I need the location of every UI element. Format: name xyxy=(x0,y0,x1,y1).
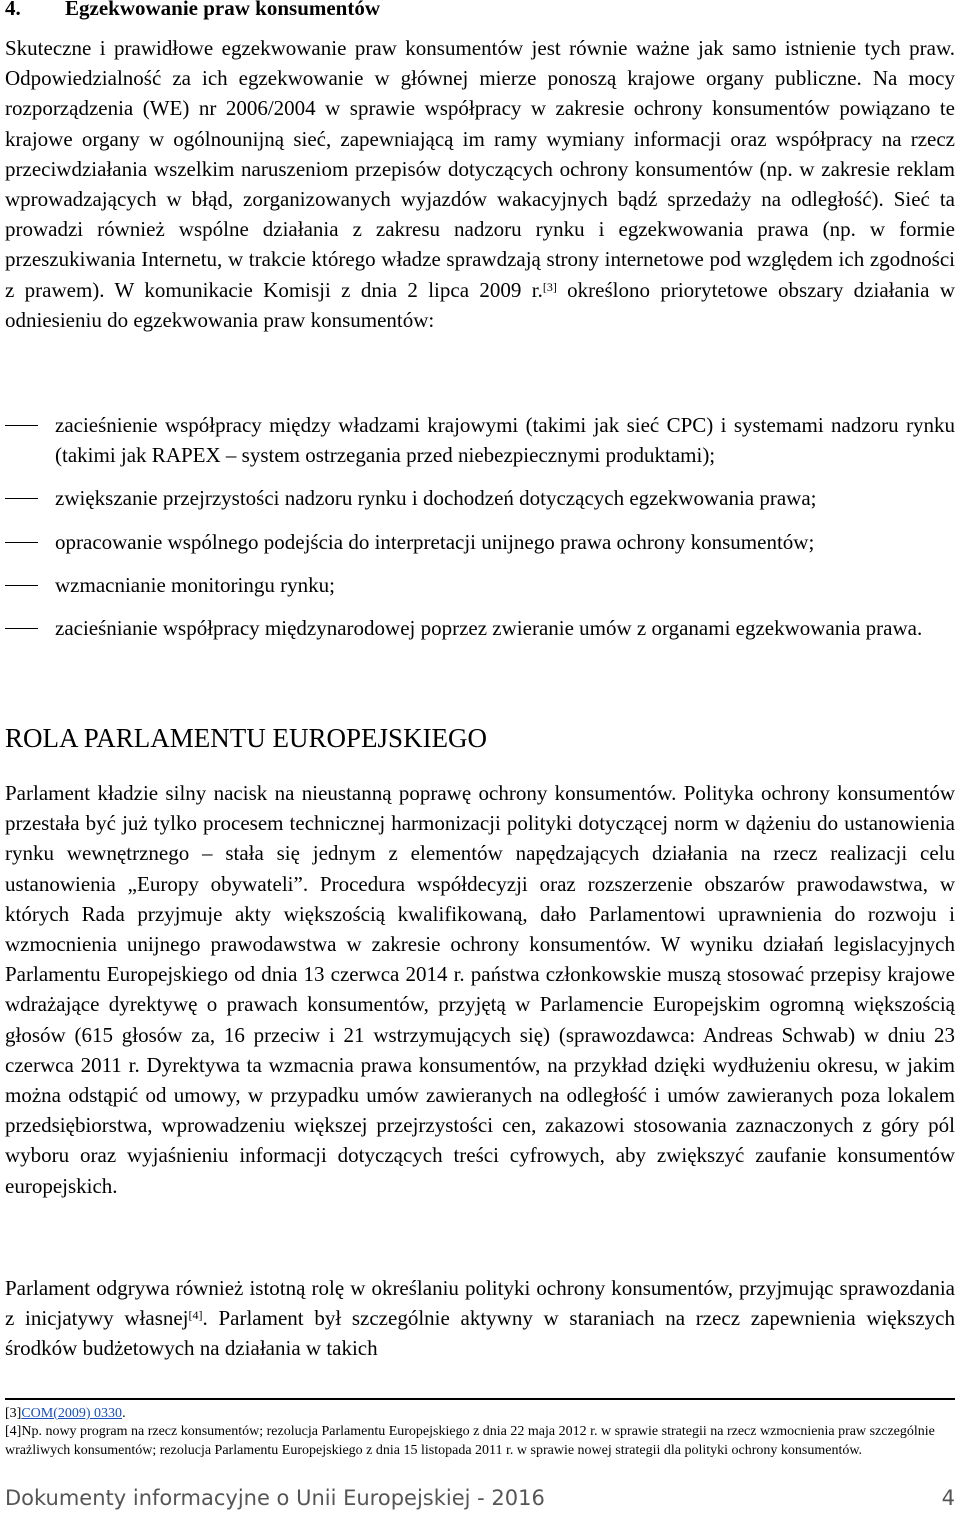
footnote-divider xyxy=(5,1398,955,1400)
paragraph-text: Parlament odgrywa również istotną rolę w określaniu polityki ochrony konsumentów, przyjmując sprawozdania z inicjatywy własnej xyxy=(5,1276,955,1331)
list-item-text: wzmacnianie monitoringu rynku; xyxy=(55,572,335,597)
page-footer xyxy=(5,1486,955,1516)
paragraph-enforcement xyxy=(5,33,955,335)
dash-bullet xyxy=(5,498,38,499)
section-number: 4. xyxy=(5,0,21,20)
paragraph-text-continued: . Parlament był szczególnie aktywny w staraniach na rzecz zapewnienia większych środków budżetowych na działania w takich xyxy=(5,1306,955,1361)
footnote-3 xyxy=(5,1405,955,1423)
footnote-link-com-2009-0330[interactable]: COM(2009) 0330 xyxy=(21,1406,123,1421)
list-item xyxy=(5,483,955,513)
paragraph-parliament-policy xyxy=(5,1273,955,1364)
list-item xyxy=(5,570,955,600)
page-number: 4 xyxy=(941,1486,955,1510)
footnotes xyxy=(5,1405,955,1460)
list-item-text: zacieśnianie współpracy międzynarodowej poprzez zwieranie umów z organami egzekwowania prawa. xyxy=(55,616,923,641)
footnote-marker: [3] xyxy=(5,1406,22,1421)
list-item xyxy=(5,613,955,643)
footnote-ref-3[interactable]: [3] xyxy=(542,279,557,294)
footnote-4 xyxy=(5,1423,955,1460)
paragraph-parliament-role: Parlament kładzie silny nacisk na nieustanną poprawę ochrony konsumentów. Polityka ochrony konsumentów przestała być już tylko procesem technicznej harmonizacji polityki dotyczącej norm w dążeniu do ustanowienia rynku wewnętrznego – stała się jednym z elementów napędzających działania na rzecz realizacji celu ustanowienia „Europy obywateli”. Procedura współdecyzji oraz rozszerzenie obszarów prawodawstwa, w których Rada przyjmuje akty większością kwalifikowaną, dało Parlamentowi uprawnienia do rozwoju i wzmocnienia unijnego prawodawstwa w zakresie ochrony konsumentów. W wyniku działań legislacyjnych Parlamentu Europejskiego od dnia 13 czerwca 2014 r. państwa członkowskie muszą stosować przepisy krajowe wdrażające dyrektywę o prawach konsumentów, przyjętą w Parlamencie Europejskim ogromną większością głosów (615 głosów za, 16 przeciw i 21 wstrzymujących się) (sprawozdawca: Andreas Schwab) w dniu 23 czerwca 2011 r. Dyrektywa ta wzmacnia prawa konsumentów, na przykład dzięki wydłużeniu okresu, w jakim można odstąpić od umowy, w przypadku umów zawieranych na odległość i umów zawieranych poza lokalem przedsiębiorstwa, wprowadzeniu większej przejrzystości cen, zakazowi stosowania zaznaczonych z góry pól wyboru oraz wyjaśnieniu informacji dotyczących treści cyfrowych, aby zwiększyć zaufanie konsumentów europejskich. xyxy=(5,781,955,1198)
footer-title: Dokumenty informacyjne o Unii Europejskiej - 2016 xyxy=(5,1486,545,1510)
footnote-text: Np. nowy program na rzecz konsumentów; rezolucja Parlamentu Europejskiego z dnia 22 maja 2012 r. w sprawie strategii na rzecz wzmocnienia praw szczególnie wrażliwych konsumentów; rezolucja Parlamentu Europejskiego z dnia 15 listopada 2011 r. w sprawie nowej strategii dla polityki ochrony konsumentów. xyxy=(5,1424,935,1458)
dash-bullet xyxy=(5,425,38,426)
list-item xyxy=(5,527,955,557)
dash-bullet xyxy=(5,628,38,629)
section-heading xyxy=(5,0,380,21)
footnote-marker: [4] xyxy=(5,1424,22,1440)
paragraph-text: Skuteczne i prawidłowe egzekwowanie praw konsumentów jest równie ważne jak samo istnienie tych praw. Odpowiedzialność za ich egzekwowanie w głównej mierze ponoszą krajowe organy publiczne. Na mocy rozporządzenia (WE) nr 2006/2004 w sprawie współpracy w zakresie ochrony konsumentów powiązano te krajowe organy w ogólnounijną sieć, zapewniającą im ramy wymiany informacji oraz współpracy na rzecz przeciwdziałania wszelkim naruszeniom przepisów dotyczących ochrony konsumentów (np. w zakresie reklam wprowadzających w błąd, zorganizowanych wyjazdów wakacyjnych bądź sprzedaży na odległość). Sieć ta prowadzi również wspólne działania z zakresu nadzoru rynku i egzekwowania prawa (np. w formie przeszukiwania Internetu, w trakcie którego władze sprawdzają strony internetowe pod względem ich zgodności z prawem). W komunikacie Komisji z dnia 2 lipca 2009 r. xyxy=(5,36,955,302)
list-item-text: opracowanie wspólnego podejścia do interpretacji unijnego prawa ochrony konsumentów; xyxy=(55,529,815,554)
paragraph-text-continued: określono priorytetowe obszary działania w odniesieniu do egzekwowania praw konsumentów: xyxy=(5,277,955,332)
footnote-ref-4[interactable]: [4] xyxy=(188,1308,203,1323)
dash-bullet xyxy=(5,542,38,543)
dash-bullet xyxy=(5,585,38,586)
list-item-text: zacieśnienie współpracy między władzami krajowymi (takimi jak sieć CPC) i systemami nadzoru rynku (takimi jak RAPEX – system ostrzegania przed niebezpiecznymi produktami); xyxy=(55,413,955,468)
list-item xyxy=(5,410,955,470)
priority-list xyxy=(5,410,955,656)
section-title: Egzekwowanie praw konsumentów xyxy=(65,0,381,20)
footnote-tail: . xyxy=(122,1406,126,1421)
section-title-parliament: ROLA PARLAMENTU EUROPEJSKIEGO xyxy=(5,723,488,753)
list-item-text: zwiększanie przejrzystości nadzoru rynku i dochodzeń dotyczących egzekwowania prawa; xyxy=(55,486,817,511)
